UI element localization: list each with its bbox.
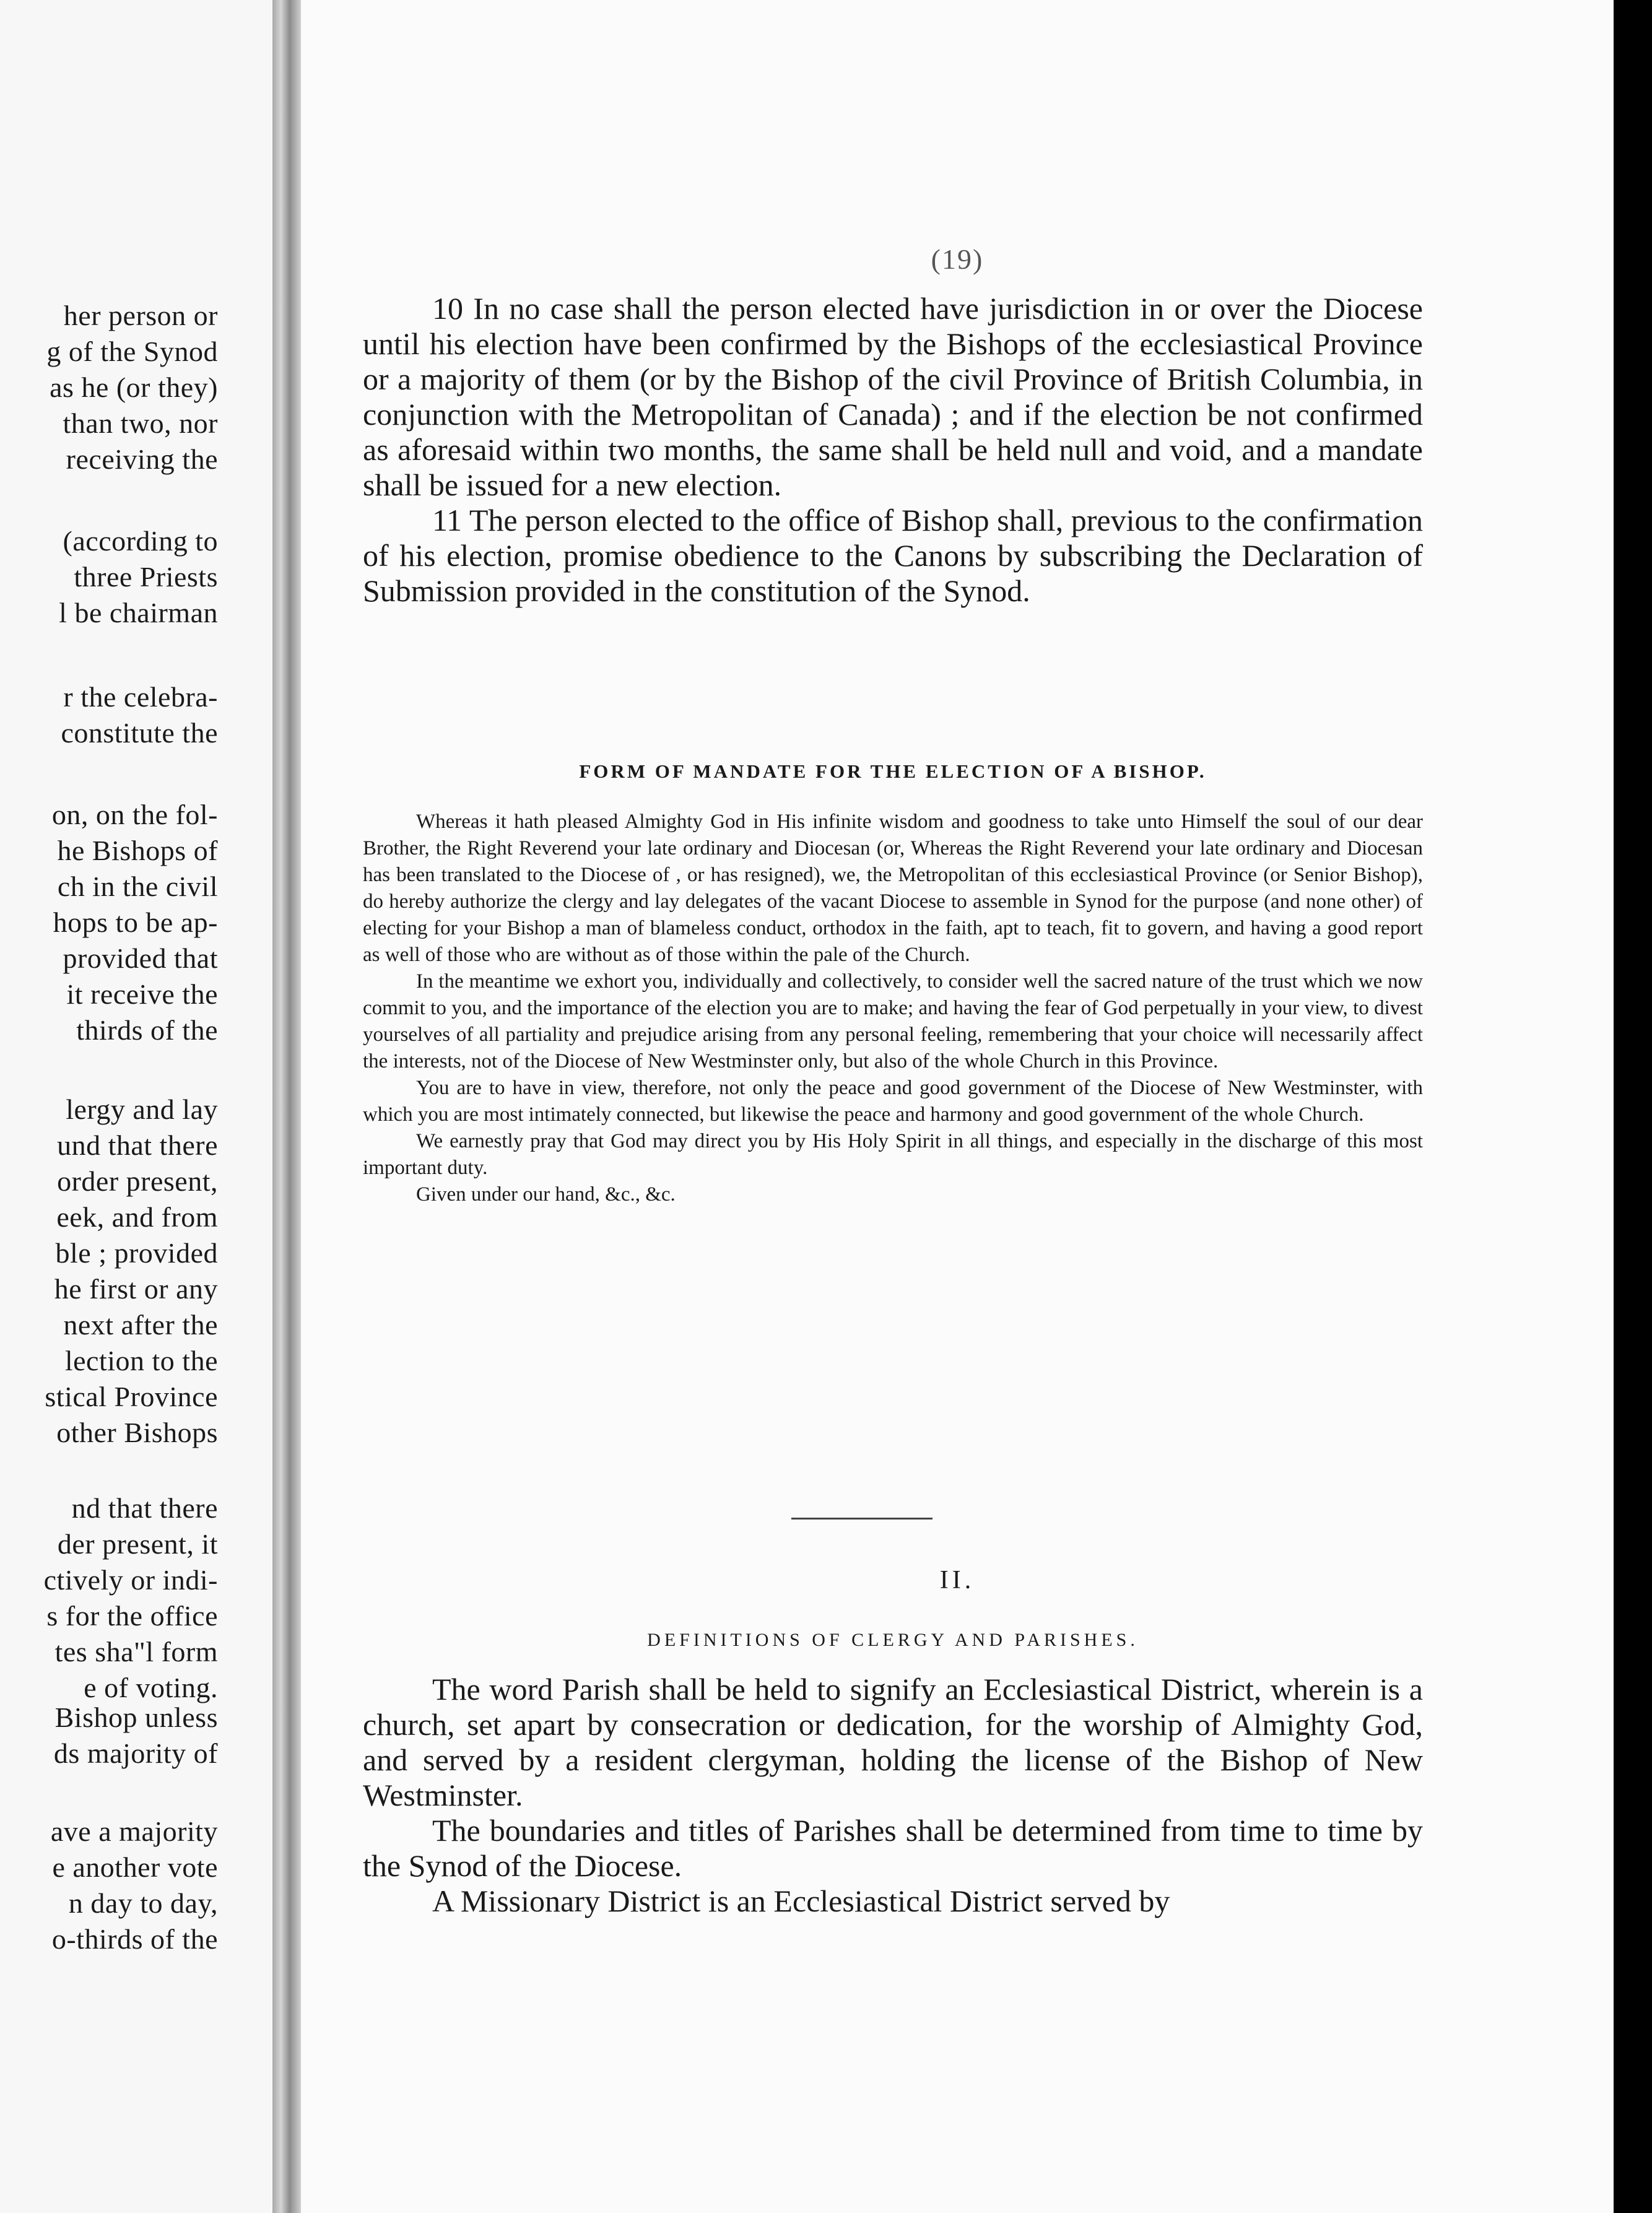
left-page-line: ctively or indi- xyxy=(43,1564,218,1596)
rule-10-paragraph: 10 In no case shall the person elected have jurisdiction in or over the Diocese until his election have been confirmed by the Bishops of the ecclesiastical Province or a majority of them (or by the Bishop of the civil Province of British Columbia, in conjunction with the Metropolitan of Canada) ; and if the election be not confirmed as aforesaid within two months, the same shall be held null and void, and a mandate shall be issued for a new election. xyxy=(363,291,1423,502)
mandate-paragraph: You are to have in view, therefore, not only the peace and good government of the Diocese of New Westminster, with which you are most intimately connected, but likewise the peace and harmony and good government of the whole Church. xyxy=(363,1077,1423,1126)
left-page-line: on, on the fol- xyxy=(51,799,218,830)
mandate-paragraph: We earnestly pray that God may direct you by His Holy Spirit in all things, and especially in the discharge of this most important duty. xyxy=(363,1130,1423,1179)
book-gutter xyxy=(272,0,301,2213)
left-page-line: other Bishops xyxy=(56,1417,218,1448)
definition-paragraph: The boundaries and titles of Parishes shall be determined from time to time by the Synod of the Diocese. xyxy=(363,1813,1423,1883)
left-page-line: ave a majority xyxy=(50,1815,218,1847)
right-page xyxy=(301,0,1614,2213)
mandate-paragraph: Given under our hand, &c., &c. xyxy=(416,1183,676,1206)
page-number: (19) xyxy=(931,243,984,275)
rule-11-paragraph: 11 The person elected to the office of Bishop shall, previous to the confirmation of his election, promise obedience to the Canons by subscribing the Declaration of Submission provided in the constitution of the Synod. xyxy=(363,503,1423,608)
left-page-line: n day to day, xyxy=(68,1887,218,1919)
left-page-line: stical Province xyxy=(45,1381,218,1412)
mandate-paragraph: In the meantime we exhort you, individually and collectively, to consider well the sacred nature of the trust which we now commit to you, and the importance of the election you are to make; and having the fear of God perpetually in your view, to divest yourselves of all partiality and prejudice arising from any personal feeling, remembering that your choice will necessarily affect the interests, not of the Diocese of New Westminster only, but also of the whole Church in this Province. xyxy=(363,970,1423,1072)
left-page-line: lection to the xyxy=(64,1345,218,1376)
mandate-text xyxy=(363,809,1423,1208)
left-page-line: o-thirds of the xyxy=(51,1923,218,1955)
left-page-line: hops to be ap- xyxy=(53,907,218,938)
left-page-line: it receive the xyxy=(66,978,218,1010)
left-page-line: lergy and lay xyxy=(66,1093,218,1125)
section-divider xyxy=(791,1518,933,1520)
left-page-fragment xyxy=(0,0,274,2213)
left-page-line: her person or xyxy=(63,300,218,331)
left-page-line: constitute the xyxy=(61,717,218,749)
rules-text xyxy=(363,291,1423,609)
mandate-heading: FORM OF MANDATE FOR THE ELECTION OF A BISHOP. xyxy=(579,760,1207,782)
left-page-line: s for the office xyxy=(46,1600,218,1632)
left-page-line: three Priests xyxy=(74,561,218,593)
left-page-line: as he (or they) xyxy=(50,372,218,403)
left-page-line: he first or any xyxy=(54,1273,218,1305)
mandate-paragraph: Whereas it hath pleased Almighty God in His infinite wisdom and goodness to take unto Himself the soul of our dear Brother, the Right Reverend your late ordinary and Diocesan (or, Whereas the Right Reverend your late ordinary and Diocesan has been translated to the Diocese of , or has resigned), we, the Metropolitan of this ecclesiastical Province (or Senior Bishop), do hereby authorize the clergy and lay delegates of the vacant Diocese to assemble in Synod for the purpose (and none other) of electing for your Bishop a man of blameless conduct, orthodox in the faith, apt to teach, fit to govern, and having a good report as well of those who are without as of those within the pale of the Church. xyxy=(363,811,1423,966)
section-number: II. xyxy=(939,1566,975,1594)
left-page-line: r the celebra- xyxy=(63,681,218,713)
left-page-line: und that there xyxy=(57,1129,218,1161)
left-page-line: nd that there xyxy=(71,1492,218,1524)
left-page-line: e of voting. xyxy=(84,1672,218,1703)
left-page-line: der present, it xyxy=(57,1528,218,1560)
definition-paragraph: The word Parish shall be held to signify an Ecclesiastical District, wherein is a church, set apart by consecration or dedication, for the worship of Almighty God, and served by a resident clergyman, holding the license of the Bishop of New Westminster. xyxy=(363,1672,1423,1812)
left-page-line: g of the Synod xyxy=(46,336,218,367)
left-page-line: tes sha"l form xyxy=(54,1636,218,1667)
left-page-line: provided that xyxy=(63,942,218,974)
left-page-line: thirds of the xyxy=(76,1014,218,1046)
left-page-line: Bishop unless xyxy=(54,1702,218,1733)
left-page-line: next after the xyxy=(63,1309,218,1341)
left-page-line: e another vote xyxy=(52,1851,218,1883)
section-heading: DEFINITIONS OF CLERGY AND PARISHES. xyxy=(647,1630,1139,1650)
left-page-line: l be chairman xyxy=(59,597,218,628)
left-page-line: order present, xyxy=(57,1165,218,1197)
definitions-text xyxy=(363,1672,1423,1919)
left-page-line: ch in the civil xyxy=(57,871,218,902)
left-page-line: ble ; provided xyxy=(55,1237,218,1269)
left-page-line: ds majority of xyxy=(53,1737,218,1769)
left-page-line: he Bishops of xyxy=(57,835,218,866)
left-page-line: than two, nor xyxy=(63,407,218,439)
left-page-line: (according to xyxy=(63,525,218,557)
left-page-line: receiving the xyxy=(66,443,218,475)
definition-paragraph: A Missionary District is an Ecclesiastical District served by xyxy=(432,1884,1170,1918)
left-page-line: eek, and from xyxy=(56,1201,218,1233)
scan-border xyxy=(1614,0,1652,2213)
